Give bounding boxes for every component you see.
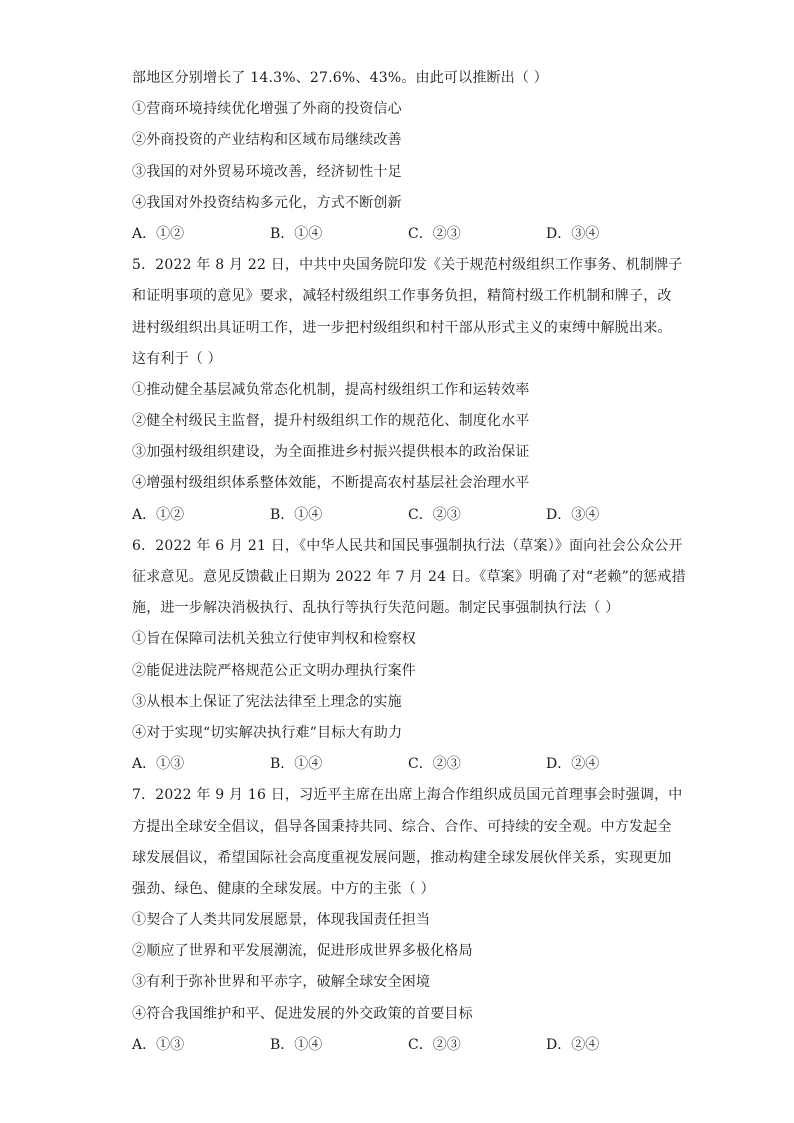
answer-option: D．③④ xyxy=(546,225,600,242)
answer-option: C．②③ xyxy=(408,756,461,773)
answer-option: B．①④ xyxy=(270,1036,323,1053)
text-line: 6．2022 年 6 月 21 日，《中华人民共和国民事强制执行法（草案）》面向社会公众公开 xyxy=(132,537,683,554)
text-line: 征求意见。意见反馈截止日期为 2022 年 7 月 24 日。《草案》明确了对“老赖”的惩戒措 xyxy=(132,569,686,585)
answer-option: B．①④ xyxy=(270,756,323,773)
answer-option: A．①② xyxy=(132,225,185,242)
text-line: ④增强村级组织体系整体效能，不断提高农村基层社会治理水平 xyxy=(132,475,530,492)
text-line: ③有利于弥补世界和平赤字，破解全球安全困境 xyxy=(132,974,431,991)
text-line: ③从根本上保证了宪法法律至上理念的实施 xyxy=(132,693,402,710)
answer-options-row xyxy=(132,1030,672,1061)
text-line: 5．2022 年 8 月 22 日，中共中央国务院印发《关于规范村级组织工作事务、机制牌子 xyxy=(132,257,683,274)
exam-page xyxy=(132,63,686,1061)
text-line: 强劲、绿色、健康的全球发展。中方的主张（ ） xyxy=(132,880,435,897)
answer-option: C．②③ xyxy=(408,1036,461,1053)
text-line: ①旨在保障司法机关独立行使审判权和检察权 xyxy=(132,631,416,648)
text-line: ①契合了人类共同发展愿景，体现我国责任担当 xyxy=(132,912,431,929)
text-line: ②顺应了世界和平发展潮流，促进形成世界多极化格局 xyxy=(132,943,473,960)
answer-option: B．①④ xyxy=(270,506,323,523)
text-line: ③我国的对外贸易环境改善，经济韧性十足 xyxy=(132,163,402,180)
text-line: 7．2022 年 9 月 16 日，习近平主席在出席上海合作组织成员国元首理事会时强调，中 xyxy=(132,787,683,804)
answer-option: A．①③ xyxy=(132,1036,185,1053)
answer-options-row xyxy=(132,500,672,531)
answer-option: B．①④ xyxy=(270,225,323,242)
text-line: ②能促进法院严格规范公正文明办理执行案件 xyxy=(132,662,416,679)
answer-options-row xyxy=(132,749,672,780)
text-line: ②健全村级民主监督，提升村级组织工作的规范化、制度化水平 xyxy=(132,413,530,430)
text-line: 和证明事项的意见》要求，减轻村级组织工作事务负担，精简村级工作机制和牌子，改 xyxy=(132,288,672,305)
text-line: ④符合我国维护和平、促进发展的外交政策的首要目标 xyxy=(132,1005,473,1022)
text-line: ①营商环境持续优化增强了外商的投资信心 xyxy=(132,101,402,118)
text-line: 进村级组织出具证明工作，进一步把村级组织和村干部从形式主义的束缚中解脱出来。 xyxy=(132,319,672,336)
text-line: ④对于实现“切实解决执行难”目标大有助力 xyxy=(132,724,403,741)
text-line: ③加强村级组织建设，为全面推进乡村振兴提供根本的政治保证 xyxy=(132,444,530,461)
text-line: 这有利于（ ） xyxy=(132,350,222,367)
text-line: 施，进一步解决消极执行、乱执行等执行失范问题。制定民事强制执行法（ ） xyxy=(132,600,620,617)
answer-option: A．①② xyxy=(132,506,185,523)
answer-options-row xyxy=(132,219,672,250)
text-line: 方提出全球安全倡议，倡导各国秉持共同、综合、合作、可持续的安全观。中方发起全 xyxy=(132,818,672,835)
answer-option: A．①③ xyxy=(132,756,185,773)
answer-option: D．③④ xyxy=(546,506,600,523)
text-line: 部地区分别增长了 14.3%、27.6%、43%。由此可以推断出（ ） xyxy=(132,70,548,86)
text-line: 球发展倡议，希望国际社会高度重视发展问题，推动构建全球发展伙伴关系，实现更加 xyxy=(132,849,672,866)
answer-option: D．②④ xyxy=(546,756,600,773)
answer-option: D．②④ xyxy=(546,1036,600,1053)
text-line: ④我国对外投资结构多元化，方式不断创新 xyxy=(132,194,402,211)
text-line: ①推动健全基层减负常态化机制，提高村级组织工作和运转效率 xyxy=(132,381,530,398)
answer-option: C．②③ xyxy=(408,225,461,242)
answer-option: C．②③ xyxy=(408,506,461,523)
text-line: ②外商投资的产业结构和区域布局继续改善 xyxy=(132,132,402,149)
